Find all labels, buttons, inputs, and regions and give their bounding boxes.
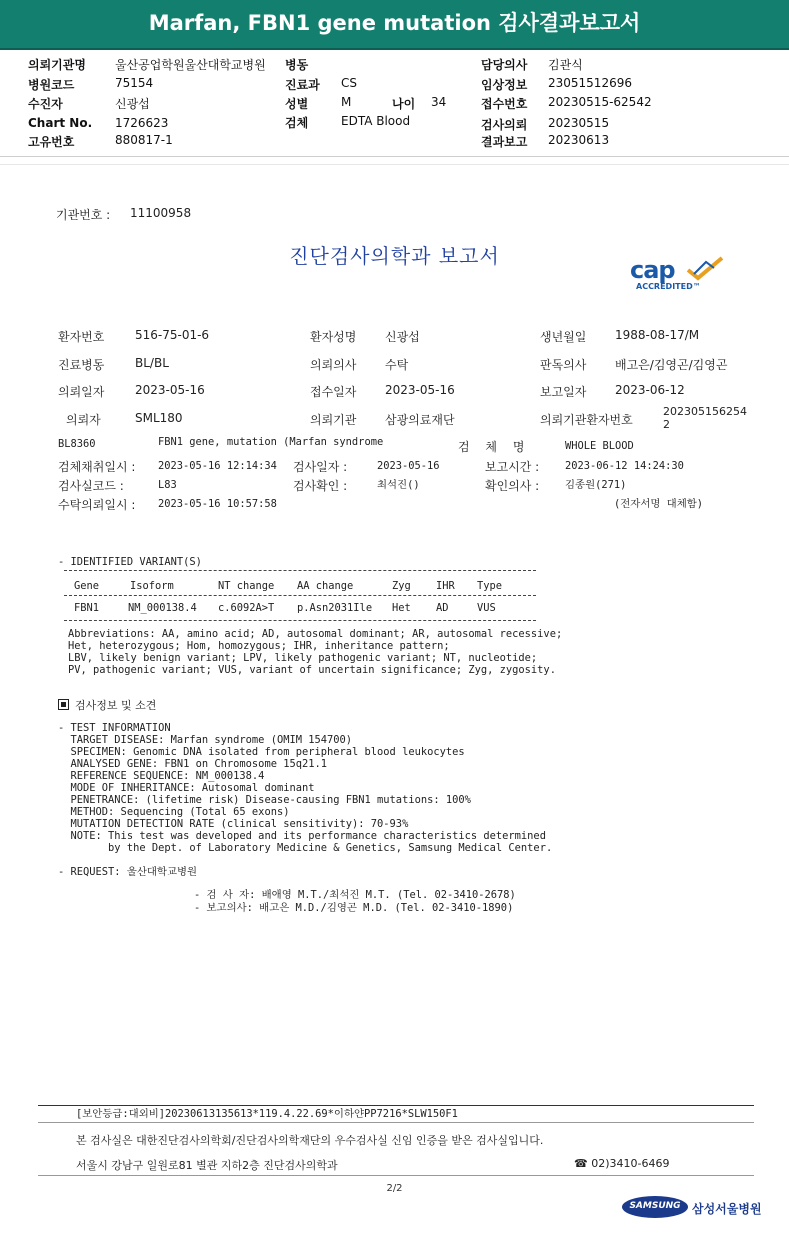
patient-value: 배고은/김영곤/김영곤	[615, 358, 728, 372]
cell-isoform: NM_000138.4	[128, 602, 197, 614]
info-lines	[58, 722, 552, 854]
header-value: 75154	[115, 76, 154, 90]
column-header: AA change	[297, 580, 354, 592]
abbr-line: LBV, likely benign variant; LPV, likely pathogenic variant; NT, nucleotide;	[68, 652, 538, 664]
patient-label: 의뢰의사	[310, 358, 357, 372]
meta-label: 보고시간 :	[485, 460, 540, 474]
cap-sub: ACCREDITED™	[636, 282, 701, 291]
column-header: Type	[477, 580, 503, 592]
header-label: 수진자	[28, 97, 63, 111]
table-rule	[64, 570, 536, 571]
header-value: EDTA Blood	[341, 114, 411, 128]
header-value: 신광섭	[115, 97, 150, 111]
abbr-line: Het, heterozygous; Hom, homozygous; IHR, inheritance pattern;	[68, 640, 450, 652]
header-value: 20230613	[548, 133, 610, 147]
lab-address: 서울시 강남구 일원로81 별관 지하2층 진단검사의학과	[76, 1159, 338, 1172]
info-line: REFERENCE SEQUENCE: NM_000138.4	[58, 770, 265, 782]
e-signature-note: (전자서명 대체함)	[614, 498, 704, 510]
info-line: MUTATION DETECTION RATE (clinical sensitivity): 70-93%	[58, 818, 409, 830]
info-line: TARGET DISEASE: Marfan syndrome (OMIM 154700)	[58, 734, 353, 746]
header-label: 검사의뢰	[481, 118, 528, 132]
patient-label: 판독의사	[540, 358, 587, 372]
test-name: FBN1 gene, mutation (Marfan syndrome	[158, 436, 384, 448]
security-line: [보안등급:대외비]20230613135613*119.4.22.69*이하얀PP7216*SLW150F1	[76, 1108, 458, 1120]
header-label: 담당의사	[481, 58, 528, 72]
meta-value: 김종원(271)	[565, 479, 627, 491]
signer-line: - 검 사 자: 배애영 M.T./최석진 M.T. (Tel. 02-3410-2678)	[194, 889, 516, 901]
org-value: 11100958	[130, 206, 192, 220]
header-value: 23051512696	[548, 76, 632, 90]
patient-value: 516-75-01-6	[135, 328, 210, 342]
cap-check-icon	[684, 254, 726, 282]
patient-label: 보고일자	[540, 385, 587, 399]
header-label: 병원코드	[28, 78, 75, 92]
meta-value: 2023-05-16 12:14:34	[158, 460, 277, 472]
header-label: 진료과	[285, 78, 320, 92]
header-label: Chart No.	[28, 116, 93, 130]
header-label: 접수번호	[481, 97, 528, 111]
footer-divider	[38, 1105, 754, 1106]
abbr-line: Abbreviations: AA, amino acid; AD, autosomal dominant; AR, autosomal recessive;	[68, 628, 563, 640]
info-line: MODE OF INHERITANCE: Autosomal dominant	[58, 782, 315, 794]
cell-aa-change: p.Asn2031Ile	[297, 602, 373, 614]
title-banner	[0, 0, 789, 50]
header-value: 울산공업학원울산대학교병원	[115, 58, 266, 72]
header-value: 1726623	[115, 116, 169, 130]
header-label: 검체	[285, 116, 309, 130]
header-divider	[0, 164, 789, 165]
meta-value: 2023-05-16	[377, 460, 440, 472]
patient-label: 진료병동	[58, 358, 105, 372]
section-title: 검사정보 및 소견	[75, 699, 157, 712]
patient-value: SML180	[135, 411, 183, 425]
meta-label: 수탁의뢰일시 :	[58, 498, 136, 512]
patient-value: 202305156254 2	[663, 405, 747, 431]
patient-label: 접수일자	[310, 385, 357, 399]
header-divider	[0, 156, 789, 157]
header-value: 34	[431, 95, 447, 109]
specimen-label: 검 체 명	[458, 440, 531, 454]
header-label: 결과보고	[481, 135, 528, 149]
cell-type: VUS	[477, 602, 496, 614]
cell-gene: FBN1	[74, 602, 100, 614]
column-header: Zyg	[392, 580, 411, 592]
patient-label: 의뢰자	[66, 413, 101, 427]
header-value: 20230515-62542	[548, 95, 652, 109]
info-line: - TEST INFORMATION	[58, 722, 171, 734]
request-line: - REQUEST: 울산대학교병원	[58, 866, 198, 878]
cap-brand: cap	[630, 256, 675, 284]
patient-value: BL/BL	[135, 356, 169, 370]
info-line: PENETRANCE: (lifetime risk) Disease-causing FBN1 mutations: 100%	[58, 794, 471, 806]
table-rule	[64, 595, 536, 596]
cell-ihr: AD	[436, 602, 449, 614]
header-label: 의뢰기관명	[28, 58, 86, 72]
lab-report-title: 진단검사의학과 보고서	[289, 244, 500, 268]
patient-value: 2023-05-16	[385, 383, 455, 397]
org-label: 기관번호 :	[56, 208, 111, 222]
lab-phone: ☎ 02)3410-6469	[574, 1157, 670, 1170]
patient-value: 삼광의료재단	[385, 413, 455, 427]
patient-label: 환자번호	[58, 330, 105, 344]
patient-label: 생년월일	[540, 330, 587, 344]
meta-value: 2023-05-16 10:57:58	[158, 498, 277, 510]
patient-value: 신광섭	[385, 330, 420, 344]
header-value: 20230515	[548, 116, 610, 130]
header-label: 임상정보	[481, 78, 528, 92]
header-label: 성별	[285, 97, 309, 111]
header-value: CS	[341, 76, 357, 90]
patient-value: 2023-05-16	[135, 383, 205, 397]
page-number: 2/2	[386, 1183, 403, 1194]
header-label: 나이	[392, 97, 416, 111]
meta-label: 검사실코드 :	[58, 479, 124, 493]
footer-divider	[38, 1175, 754, 1176]
patient-value: 수탁	[385, 358, 409, 372]
header-value: 김관식	[548, 58, 583, 72]
samsung-logo-text: SAMSUNG	[629, 1201, 681, 1211]
info-line: SPECIMEN: Genomic DNA isolated from peripheral blood leukocytes	[58, 746, 465, 758]
patient-label: 의뢰기관환자번호	[540, 413, 633, 427]
footer-divider	[38, 1122, 754, 1123]
meta-label: 확인의사 :	[485, 479, 540, 493]
meta-label: 검체채취일시 :	[58, 460, 136, 474]
table-rule	[64, 620, 536, 621]
header-label: 병동	[285, 58, 309, 72]
abbr-line: PV, pathogenic variant; VUS, variant of uncertain significance; Zyg, zygosity.	[68, 664, 556, 676]
column-header: IHR	[436, 580, 455, 592]
variant-heading: - IDENTIFIED VARIANT(S)	[58, 556, 202, 568]
meta-value: 최석진()	[377, 479, 420, 491]
header-value: M	[341, 95, 352, 109]
cell-nt-change: c.6092A>T	[218, 602, 275, 614]
test-code: BL8360	[58, 438, 96, 450]
patient-label: 의뢰일자	[58, 385, 105, 399]
column-header: Gene	[74, 580, 100, 592]
header-label: 고유번호	[28, 135, 75, 149]
report-title: Marfan, FBN1 gene mutation 검사결과보고서	[148, 11, 641, 35]
cell-zyg: Het	[392, 602, 411, 614]
hospital-name-logo: 삼성서울병원	[692, 1202, 762, 1216]
meta-label: 검사일자 :	[293, 460, 348, 474]
meta-value: 2023-06-12 14:24:30	[565, 460, 684, 472]
column-header: NT change	[218, 580, 275, 592]
section-bullet-icon	[58, 699, 69, 710]
meta-value: L83	[158, 479, 177, 491]
specimen-value: WHOLE BLOOD	[565, 440, 634, 452]
certification-note: 본 검사실은 대한진단검사의학회/진단검사의학재단의 우수검사실 신임 인증을 받은 검사실입니다.	[76, 1134, 544, 1147]
signer-line: - 보고의사: 배고은 M.D./김영곤 M.D. (Tel. 02-3410-1890)	[194, 902, 514, 914]
info-line: by the Dept. of Laboratory Medicine & Genetics, Samsung Medical Center.	[58, 842, 553, 854]
header-value: 880817-1	[115, 133, 173, 147]
patient-value: 1988-08-17/M	[615, 328, 700, 342]
patient-label: 환자성명	[310, 330, 357, 344]
column-header: Isoform	[130, 580, 174, 592]
patient-label: 의뢰기관	[310, 413, 357, 427]
info-line: NOTE: This test was developed and its performance characteristics determined	[58, 830, 546, 842]
info-line: METHOD: Sequencing (Total 65 exons)	[58, 806, 290, 818]
meta-label: 검사확인 :	[293, 479, 348, 493]
info-line: ANALYSED GENE: FBN1 on Chromosome 15q21.1	[58, 758, 327, 770]
patient-value: 2023-06-12	[615, 383, 685, 397]
